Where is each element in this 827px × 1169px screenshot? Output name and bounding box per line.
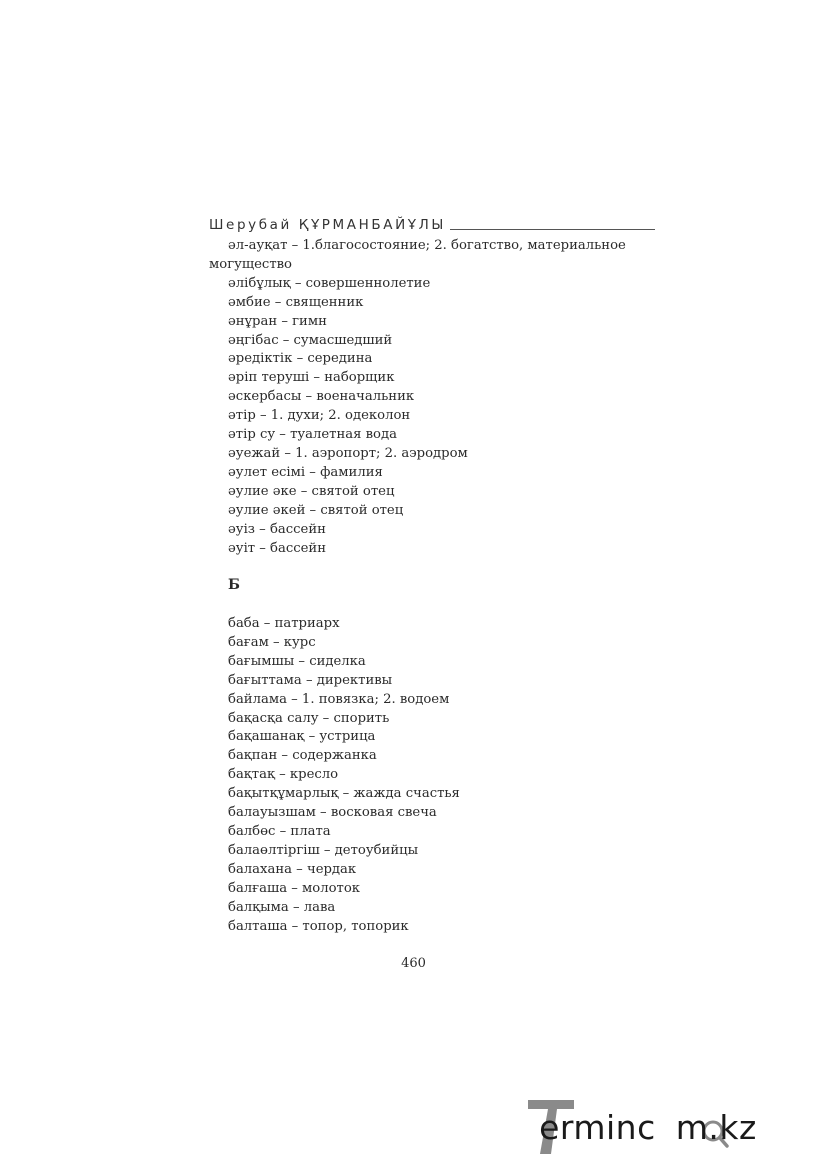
watermark-full-text [524, 1158, 525, 1159]
dictionary-entry: әредіктік – середина [228, 351, 373, 367]
dictionary-entry: әлібұлық – совершеннолетие [228, 275, 431, 291]
dictionary-entry: балбөс – плата [228, 823, 331, 839]
dictionary-entry: әуіз – бассейн [228, 521, 326, 537]
dictionary-entry: әулие әкей – святой отец [228, 502, 404, 518]
dictionary-entry: әл-ауқат – 1.благосостояние; 2. богатство, материальное могущество [209, 238, 626, 272]
dictionary-entry: байлама – 1. повязка; 2. водоем [228, 691, 450, 707]
dictionary-entry: балаөлтіргіш – детоубийцы [228, 842, 419, 858]
dictionary-entries-a [209, 237, 657, 558]
dictionary-entry: бақпан – содержанка [228, 748, 377, 764]
dictionary-entry: балахана – чердак [228, 861, 357, 877]
dictionary-entry: бағам – курс [228, 634, 316, 650]
dictionary-entry: әнұран – гимн [228, 313, 327, 329]
watermark-text [524, 1108, 814, 1148]
dictionary-entry: балташа – топор, топорик [228, 918, 409, 934]
dictionary-entry: бағыттама – директивы [228, 672, 393, 688]
dictionary-entry: бақтақ – кресло [228, 767, 339, 783]
dictionary-entry: әтір су – туалетная вода [228, 427, 397, 443]
dictionary-entry: балауызшам – восковая свеча [228, 805, 437, 821]
watermark-text-part-2: m.kz [675, 1108, 757, 1147]
dictionary-entry: әтір – 1. духи; 2. одеколон [228, 408, 411, 424]
section-letter: Б [228, 577, 240, 593]
dictionary-entry: әңгібас – сумасшедший [228, 332, 393, 348]
dictionary-entry: әуежай – 1. аэропорт; 2. аэродром [228, 445, 468, 461]
dictionary-entries-b [209, 615, 657, 936]
dictionary-entry: әулие әке – святой отец [228, 483, 395, 499]
dictionary-entry: әуіт – бассейн [228, 540, 327, 556]
dictionary-entry: бағымшы – сиделка [228, 653, 366, 669]
watermark-text-part-1: erminc [539, 1108, 656, 1147]
dictionary-entry: балғаша – молоток [228, 880, 361, 896]
dictionary-entry: әулет есімі – фамилия [228, 464, 383, 480]
header-author: Шерубай ҚҰРМАНБАЙҰЛЫ [209, 217, 446, 233]
dictionary-entry: әмбие – священник [228, 294, 364, 310]
termincom-watermark-logo [524, 1094, 814, 1158]
dictionary-entry: балқыма – лава [228, 899, 336, 915]
dictionary-entry: бақасқа салу – спорить [228, 710, 390, 726]
dictionary-entry: әріп теруші – наборщик [228, 370, 395, 386]
dictionary-entry: бақашанақ – устрица [228, 729, 376, 745]
running-header [209, 211, 655, 233]
page-number: 460 [401, 956, 426, 971]
dictionary-entry: бақытқұмарлық – жажда счастья [228, 786, 460, 802]
dictionary-entry: әскербасы – военачальник [228, 389, 415, 405]
header-rule [450, 229, 655, 230]
dictionary-entry: баба – патриарх [228, 616, 340, 631]
